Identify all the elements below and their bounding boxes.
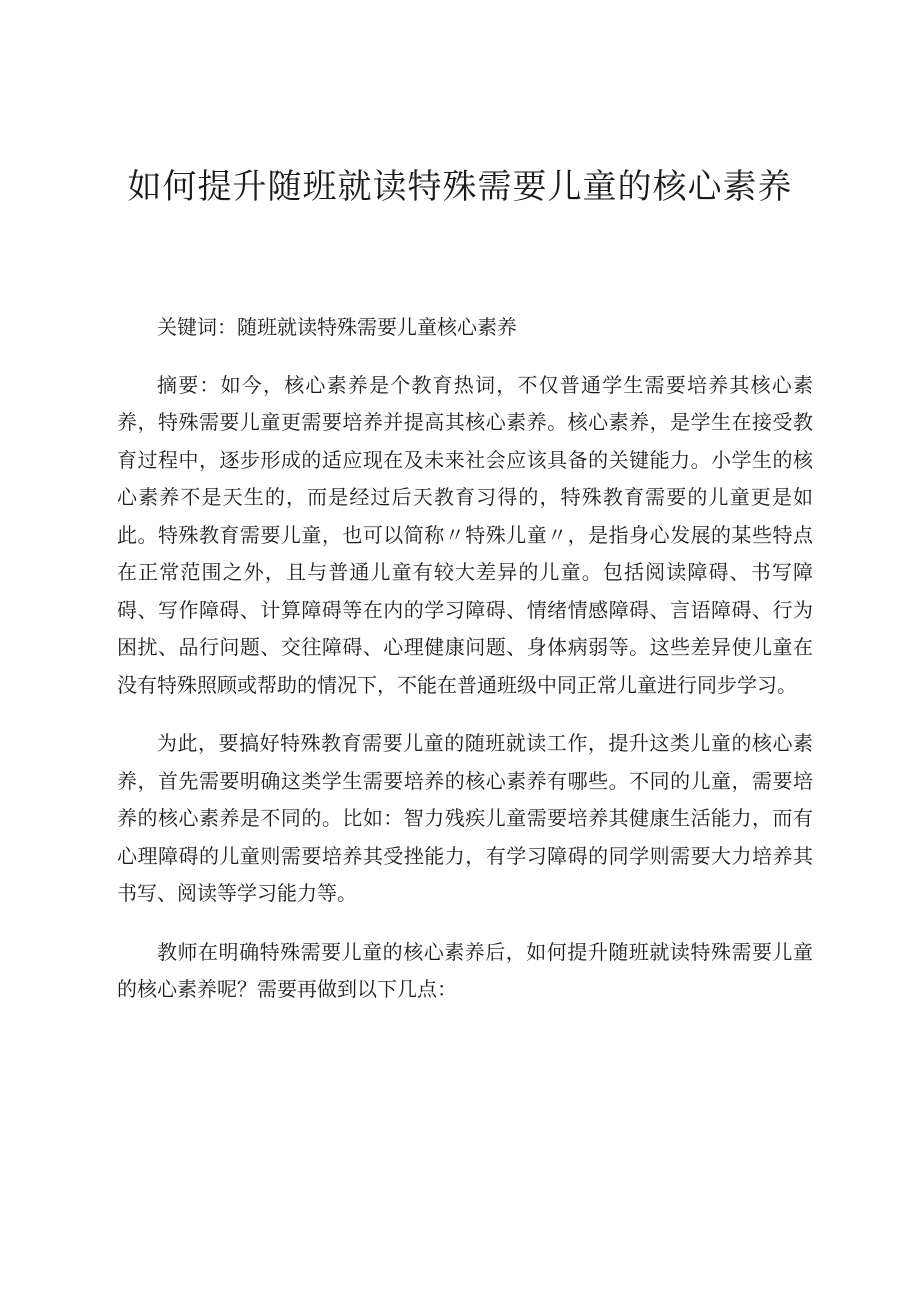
abstract-paragraph: 摘要：如今，核心素养是个教育热词，不仅普通学生需要培养其核心素养，特殊需要儿童更需要培养并提高其核心素养。核心素养，是学生在接受教育过程中，逐步形成的适应现在及未来社会应该具备的关键能力。小学生的核心素养不是天生的，而是经过后天教育习得的，特殊教育需要的儿童更是如此。特殊教育需要儿童，也可以简称〃特殊儿童〃，是指身心发展的某些特点在正常范围之外，且与普通儿童有较大差异的儿童。包括阅读障碍、书写障碍、写作障碍、计算障碍等在内的学习障碍、情绪情感障碍、言语障碍、行为困扰、品行问题、交往障碍、心理健康问题、身体病弱等。这些差异使儿童在没有特殊照顾或帮助的情况下，不能在普通班级中同正常儿童进行同步学习。 — [117, 372, 813, 697]
document-title: 如何提升随班就读特殊需要儿童的核心素养 — [127, 167, 793, 207]
body-paragraph: 教师在明确特殊需要儿童的核心素养后，如何提升随班就读特殊需要儿童的核心素养呢？需要再做到以下几点： — [117, 939, 813, 1001]
keywords-label: 关键词： — [157, 315, 237, 339]
body-paragraph: 为此，要搞好特殊教育需要儿童的随班就读工作，提升这类儿童的核心素养，首先需要明确这类学生需要培养的核心素养有哪些。不同的儿童，需要培养的核心素养是不同的。比如：智力残疾儿童需要培养其健康生活能力，而有心理障碍的儿童则需要培养其受挫能力，有学习障碍的同学则需要大力培养其书写、阅读等学习能力等。 — [117, 731, 813, 905]
keywords-text: 随班就读特殊需要儿童核心素养 — [237, 315, 517, 339]
keywords-line — [117, 309, 813, 347]
document-body — [117, 309, 813, 1009]
